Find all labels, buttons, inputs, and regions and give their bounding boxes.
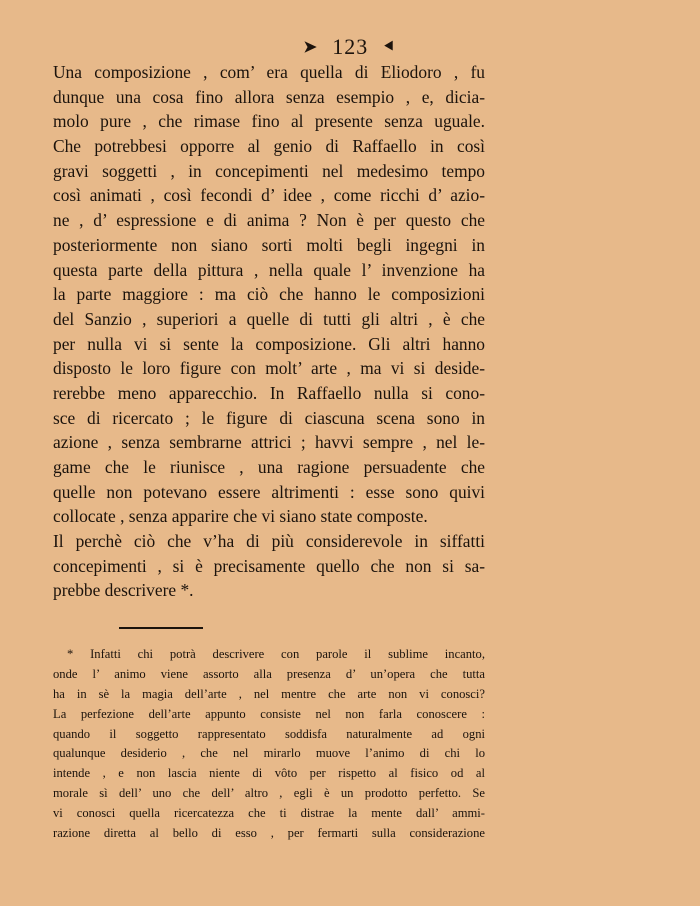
main-text-line: molo pure , che rimase fino al presente senza uguale. (53, 111, 485, 132)
footnote-line: razione diretta al bello di esso , per fermarti sulla considerazione (53, 826, 485, 841)
footnote-line: ha in sè la magia dell’arte , nel mentre che arte non vi conosci? (53, 686, 485, 701)
footnote-line: quando il soggetto rappresentato soddisfa naturalmente ad ogni (53, 726, 485, 741)
footnote-line: * Infatti chi potrà descrivere con parole il sublime incanto, (67, 647, 485, 661)
footnote-line: La perfezione dell’arte appunto consiste nel non farla conoscere : (53, 706, 485, 721)
footnote-line: onde l’ animo viene assorto alla presenza d’ un’opera che tutta (53, 666, 485, 681)
main-text-line: concepimenti , si è precisamente quello che non si sa- (53, 555, 485, 576)
footnote-divider (119, 627, 203, 629)
main-text-line: azione , senza sembrarne attrici ; havvi sempre , nel le- (53, 432, 485, 453)
main-text-line: sce di ricercato ; le figure di ciascuna scena sono in (53, 407, 485, 428)
main-text-line: disposto le loro figure con molt’ arte , ma vi si deside- (53, 358, 485, 379)
ornament-right-icon: ⯇ (382, 39, 397, 56)
main-text-line: Che potrebbesi opporre al genio di Raffaello in così (53, 136, 485, 157)
main-text-line: prebbe descrivere *. (53, 580, 194, 601)
footnote-line: morale sì dell’ uno che dell’ altro , egli è un prodotto perfetto. Se (53, 786, 485, 801)
main-text-line: gravi soggetti , in concepimenti nel medesimo tempo (53, 160, 485, 181)
main-text-line: quelle non potevano essere altrimenti : esse sono quivi (53, 481, 485, 502)
main-text-line: game che le riunisce , una ragione persuadente che (53, 457, 485, 477)
main-text-line: rerebbe meno apparecchio. In Raffaello nulla si cono- (53, 382, 485, 403)
main-text-line: posteriormente non siano sorti molti begli ingegni in (53, 234, 485, 255)
page-header (0, 35, 700, 60)
main-text-line: la parte maggiore : ma ciò che hanno le composizioni (53, 284, 485, 305)
main-text-line: Una composizione , com’ era quella di Eliodoro , fu (53, 62, 485, 82)
main-text-line: così animati , così fecondi d’ idee , come ricchi d’ azio- (53, 185, 485, 206)
page-number: 123 (332, 34, 369, 59)
footnote-line: intende , e non lascia niente di vôto per rispetto al fisico od al (53, 766, 485, 781)
ornament-left-icon: ➤ (303, 39, 318, 56)
main-text-line: per nulla vi si sente la composizione. Gli altri hanno (53, 333, 485, 354)
main-text-line: del Sanzio , superiori a quelle di tutti gli altri , è che (53, 308, 485, 329)
main-text-block (53, 60, 485, 603)
main-text-line: collocate , senza apparire che vi siano state composte. (53, 506, 428, 527)
main-text-line: questa parte della pittura , nella quale l’ invenzione ha (53, 259, 485, 280)
main-text-line: dunque una cosa fino allora senza esempio , e, dicia- (53, 86, 485, 107)
footnote-line: qualunque desiderio , che nel mirarlo muove l’animo di chi lo (53, 746, 485, 761)
main-text-line: ne , d’ espressione e di anima ? Non è per questo che (53, 210, 485, 231)
main-text-line: Il perchè ciò che v’ha di più considerevole in siffatti (53, 531, 485, 552)
footnote-block (53, 645, 485, 844)
footnote-line: vi conosci quella ricercatezza che ti distrae la mente dall’ ammi- (53, 806, 485, 821)
